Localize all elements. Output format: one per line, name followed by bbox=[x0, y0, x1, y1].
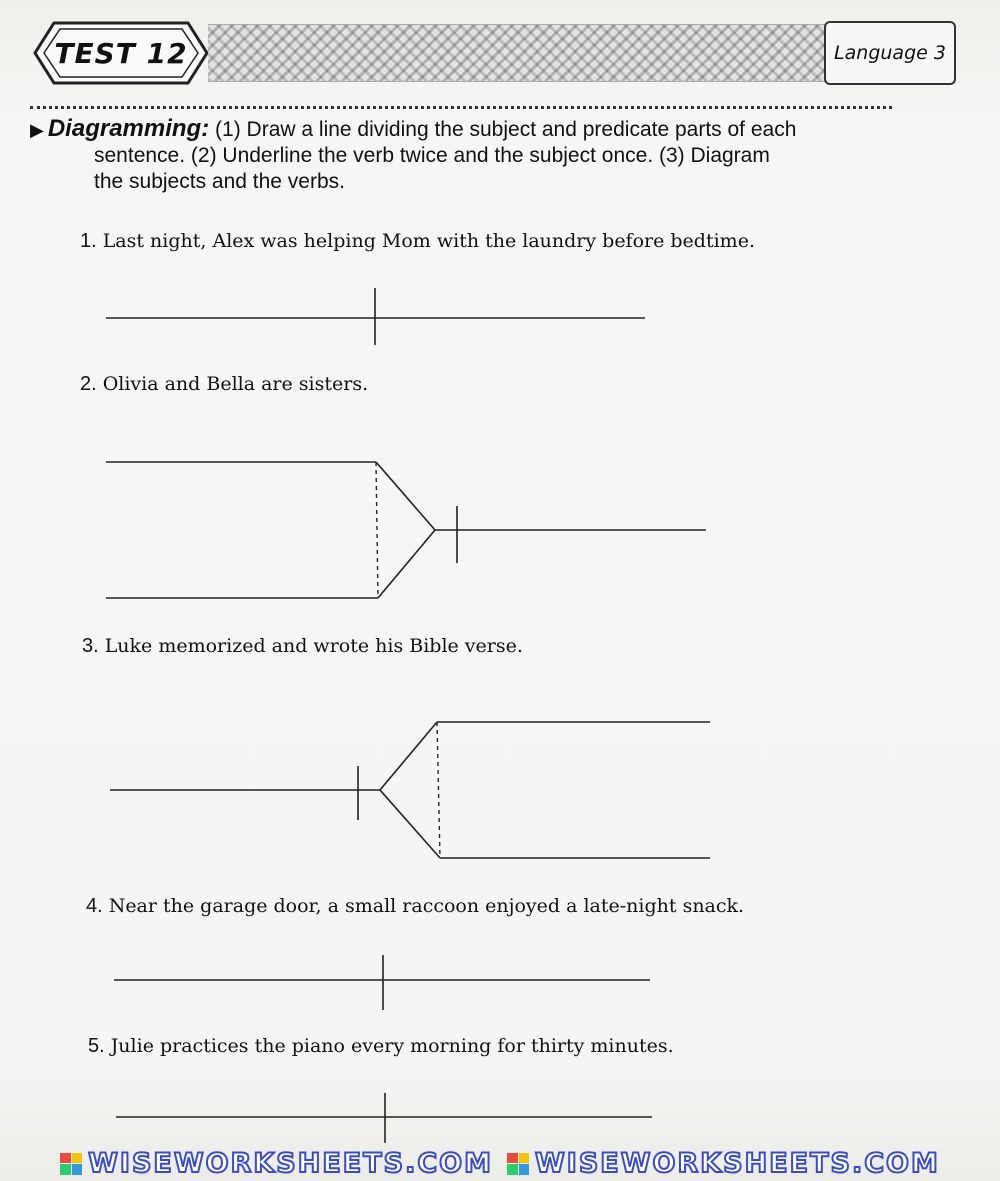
watermark-text: WISEWORKSHEETS.COM bbox=[535, 1148, 940, 1179]
question-number: 1. bbox=[80, 230, 97, 252]
arrow-bullet-icon: ▶ bbox=[30, 120, 44, 140]
test-title: TEST 12 bbox=[54, 36, 188, 70]
question-text: Last night, Alex was helping Mom with the laundry before bedtime. bbox=[102, 230, 755, 252]
question-text: Olivia and Bella are sisters. bbox=[102, 373, 369, 395]
watermark-left bbox=[60, 1148, 493, 1179]
question-number: 3. bbox=[82, 635, 99, 657]
watermark-logo-icon bbox=[507, 1153, 529, 1175]
question-number: 5. bbox=[88, 1035, 105, 1057]
question-number: 4. bbox=[86, 895, 103, 917]
watermark-text: WISEWORKSHEETS.COM bbox=[88, 1148, 493, 1179]
question-text: Luke memorized and wrote his Bible verse. bbox=[104, 635, 523, 657]
watermark-right bbox=[507, 1148, 940, 1179]
question-number: 2. bbox=[80, 373, 97, 395]
question-text: Julie practices the piano every morning for thirty minutes. bbox=[110, 1035, 674, 1057]
instructions-line-1: (1) Draw a line dividing the subject and predicate parts of each bbox=[215, 118, 797, 141]
watermark-logo-icon bbox=[60, 1153, 82, 1175]
footer-watermark bbox=[0, 1146, 1000, 1181]
subject-label: Language 3 bbox=[824, 21, 956, 85]
instructions-line-2: sentence. (2) Underline the verb twice and the subject once. (3) Diagram bbox=[94, 144, 770, 167]
question-text: Near the garage door, a small raccoon enjoyed a late-night snack. bbox=[108, 895, 745, 917]
instructions-heading: Diagramming: bbox=[47, 115, 210, 142]
instructions-line-3: the subjects and the verbs. bbox=[94, 170, 345, 193]
